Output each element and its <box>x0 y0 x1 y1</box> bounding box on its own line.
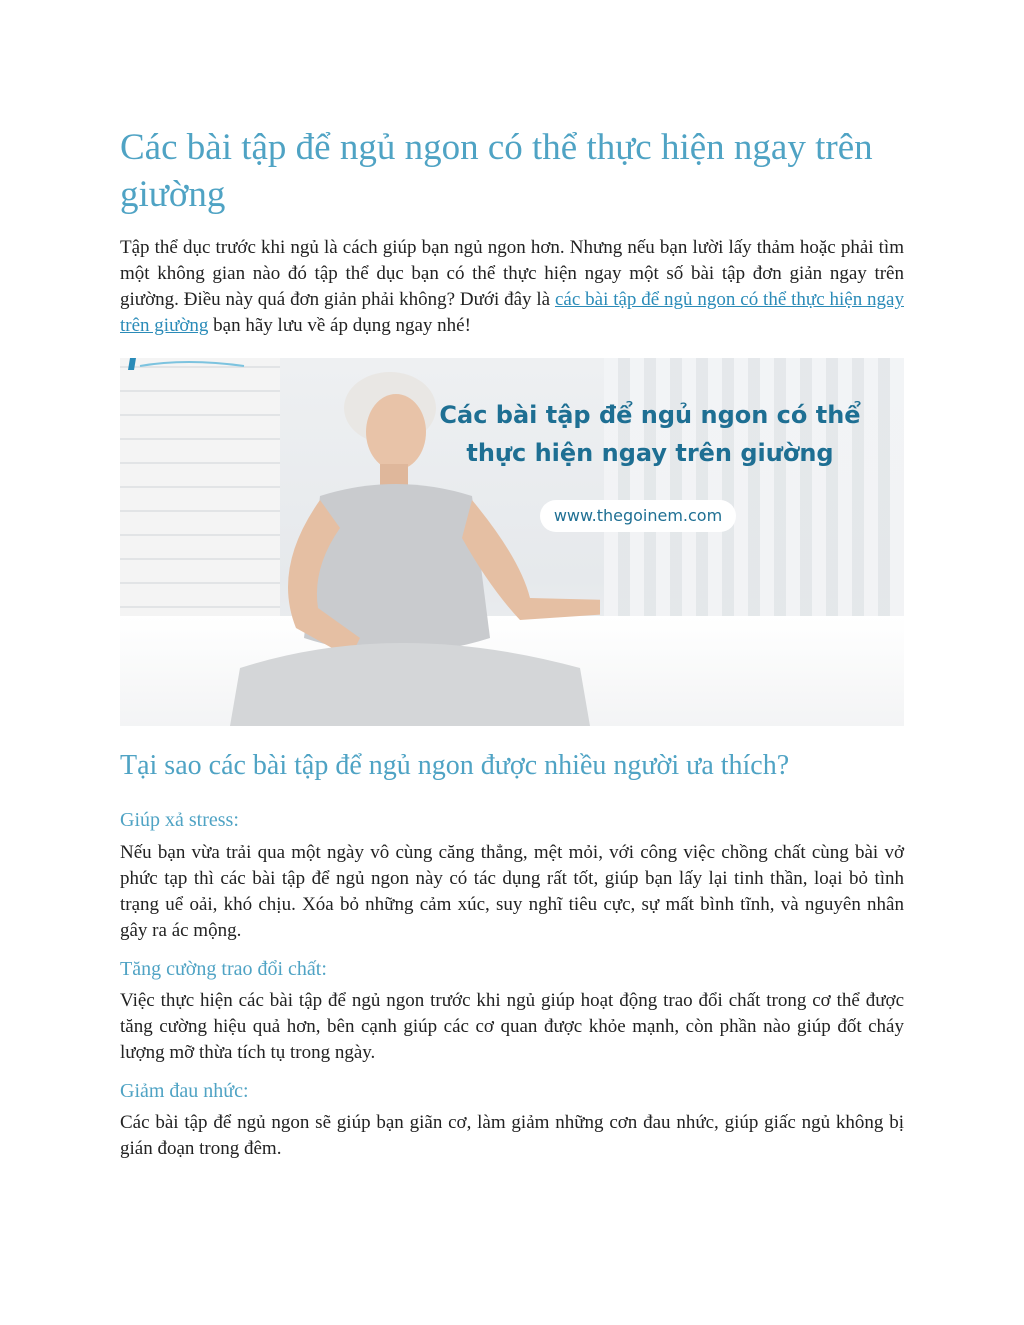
paragraph-pain-relief: Các bài tập để ngủ ngon sẽ giúp bạn giãn cơ, làm giảm những cơn đau nhức, giúp giấc ngủ không bị gián đoạn trong đêm. <box>120 1112 904 1159</box>
hero-image <box>120 358 904 726</box>
paragraph-metabolism: Việc thực hiện các bài tập để ngủ ngon trước khi ngủ giúp hoạt động trao đổi chất trong cơ thể được tăng cường hiệu quả hơn, bên cạnh giúp các cơ quan được khỏe mạnh, còn phần nào giúp đốt cháy lượng mỡ thừa tích tụ trong ngày. <box>120 990 904 1063</box>
paragraph-stress-relief: Nếu bạn vừa trải qua một ngày vô cùng căng thẳng, mệt mỏi, với công việc chồng chất cùng bài vở phức tạp thì các bài tập để ngủ ngon này có tác dụng rất tốt, giúp bạn lấy lại tinh thần, loại bỏ tình trạng uể oải, khó chịu. Xóa bỏ những cảm xúc, suy nghĩ tiêu cực, sự mất bình tĩnh, và nguyên nhân gây ra ác mộng. <box>120 842 904 941</box>
intro-paragraph <box>120 235 904 339</box>
hero-website-url: www.thegoinem.com <box>540 500 736 532</box>
subheading-pain-relief: Giảm đau nhức: <box>120 1080 249 1102</box>
hero-headline-line-2: thực hiện ngay trên giường <box>466 439 834 467</box>
subheading-stress-relief: Giúp xả stress: <box>120 809 239 831</box>
page-title: Các bài tập để ngủ ngon có thể thực hiện ngay trên giường <box>120 127 873 215</box>
hero-headline <box>420 396 880 472</box>
intro-text-after-link: bạn hãy lưu về áp dụng ngay nhé! <box>208 315 471 336</box>
article-link[interactable]: các bài tập để ngủ ngon có thể thực hiện ngay trên giường <box>120 289 904 336</box>
section-heading: Tại sao các bài tập để ngủ ngon được nhiều người ưa thích? <box>120 750 790 781</box>
subheading-metabolism: Tăng cường trao đổi chất: <box>120 958 327 980</box>
intro-text-before-link: Tập thể dục trước khi ngủ là cách giúp bạn ngủ ngon hơn. Nhưng nếu bạn lười lấy thảm hoặc phải tìm một không gian nào đó tập thể dục bạn có thể thực hiện ngay một số bài tập đơn giản ngay trên giường. Điều này quá đơn giản phải không? Dưới đây là <box>120 237 904 310</box>
hero-headline-line-1: Các bài tập để ngủ ngon có thể <box>439 401 861 429</box>
